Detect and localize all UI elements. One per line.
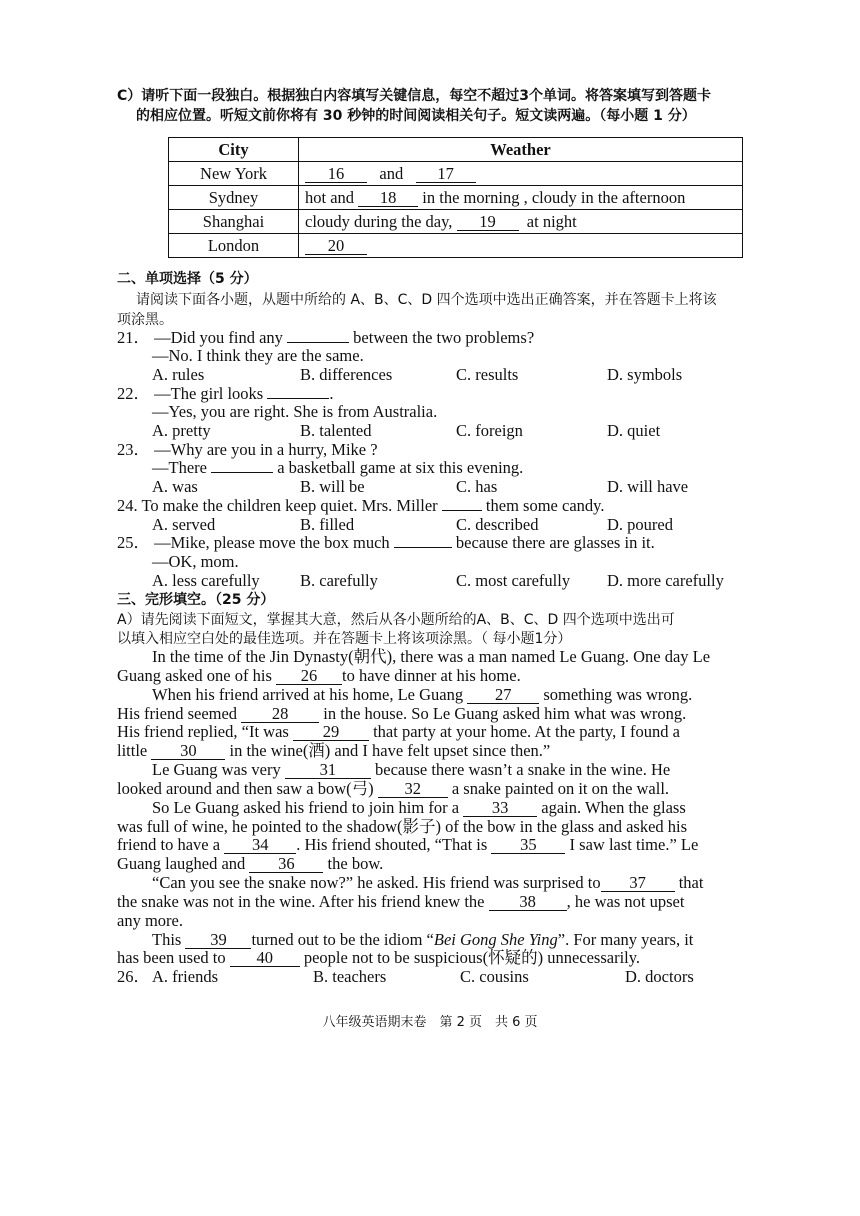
passage-text: the bow.: [327, 854, 384, 873]
weather-text: cloudy during the day,: [305, 211, 453, 231]
option-b[interactable]: B. filled: [300, 515, 355, 534]
cloze-blank-34[interactable]: 34: [224, 836, 296, 854]
table-row: [169, 162, 743, 186]
passage-text: little: [117, 741, 148, 760]
cloze-blank-26[interactable]: 26: [276, 667, 342, 685]
cloze-blank-33[interactable]: 33: [463, 799, 537, 817]
answer-blank[interactable]: [394, 547, 452, 548]
passage-line: [152, 798, 686, 818]
question-text: because there are glasses in it.: [455, 533, 655, 552]
passage-text: friend to have a: [117, 835, 221, 854]
option-d[interactable]: D. poured: [607, 515, 673, 534]
question-26-number: 26．: [117, 967, 150, 986]
passage-line: [117, 854, 383, 874]
cloze-blank-31[interactable]: 31: [285, 761, 371, 779]
passage-text: a snake painted on it on the wall.: [451, 779, 670, 798]
answer-blank-20[interactable]: 20: [305, 237, 367, 255]
option-a[interactable]: A. less carefully: [152, 571, 260, 590]
weather-text: and: [379, 163, 404, 183]
answer-blank[interactable]: [287, 342, 349, 343]
option-b[interactable]: B. talented: [300, 421, 372, 440]
question-text: them some candy.: [485, 496, 605, 515]
city-cell: New York: [169, 162, 299, 186]
option-a[interactable]: A. served: [152, 515, 216, 534]
city-cell: Shanghai: [169, 210, 299, 234]
table-row: [169, 234, 743, 258]
question-number: 21．: [117, 328, 150, 347]
option-c[interactable]: C. cousins: [460, 967, 529, 986]
question-text: —Mike, please move the box much: [154, 533, 390, 552]
answer-blank-18[interactable]: 18: [358, 189, 418, 207]
question-text: between the two problems?: [353, 328, 535, 347]
part3-instructions: A）请先阅读下面短文，掌握其大意，然后从各小题所给的A、B、C、D 四个选项中选出可: [117, 612, 675, 628]
passage-text: because there wasn’t a snake in the wine. He: [375, 760, 671, 779]
weather-cell: [299, 234, 743, 258]
passage-text: His friend replied, “It was: [117, 722, 289, 741]
option-c[interactable]: C. foreign: [456, 421, 523, 440]
passage-line: [152, 873, 703, 893]
passage-text: “Can you see the snake now?” he asked. His friend was surprised to: [152, 873, 601, 892]
question-text: To make the children keep quiet. Mrs. Miller: [141, 496, 438, 515]
option-a[interactable]: A. pretty: [152, 421, 211, 440]
answer-blank[interactable]: [211, 472, 273, 473]
part2-title: 二、单项选择（5 分）: [117, 271, 258, 287]
question-22: [117, 384, 333, 404]
passage-text: His friend seemed: [117, 704, 238, 723]
option-b[interactable]: B. differences: [300, 365, 393, 384]
passage-line: [117, 779, 669, 799]
table-row: [169, 186, 743, 210]
question-number: 22．: [117, 384, 150, 403]
option-a[interactable]: A. friends: [152, 967, 218, 986]
passage-text: Guang laughed and: [117, 854, 246, 873]
passage-text: that: [678, 873, 704, 892]
part2-instructions: 请阅读下面各小题，从题中所给的 A、B、C、D 四个选项中选出正确答案，并在答题卡上将该: [136, 292, 717, 308]
option-d[interactable]: D. symbols: [607, 365, 683, 384]
question-text: —Did you find any: [154, 328, 283, 347]
option-a[interactable]: A. rules: [152, 365, 205, 384]
option-d[interactable]: D. more carefully: [607, 571, 724, 590]
weather-text: at night: [526, 211, 577, 231]
cloze-blank-30[interactable]: 30: [151, 742, 225, 760]
weather-text: hot and: [305, 187, 355, 207]
passage-text: in the house. So Le Guang asked him what was wrong.: [323, 704, 687, 723]
weather-text: in the morning , cloudy in the afternoon: [422, 187, 686, 207]
passage-text: again. When the glass: [541, 798, 686, 817]
passage-text: Le Guang was very: [152, 760, 281, 779]
cloze-blank-29[interactable]: 29: [293, 723, 369, 741]
answer-blank-17[interactable]: 17: [416, 165, 476, 183]
option-d[interactable]: D. quiet: [607, 421, 661, 440]
option-c[interactable]: C. results: [456, 365, 519, 384]
answer-blank-19[interactable]: 19: [457, 213, 519, 231]
passage-line: any more.: [117, 911, 183, 930]
cloze-blank-35[interactable]: 35: [491, 836, 565, 854]
passage-line: [117, 666, 521, 686]
passage-text: that party at your home. At the party, I found a: [373, 722, 680, 741]
passage-text: has been used to: [117, 948, 226, 967]
answer-blank[interactable]: [267, 398, 329, 399]
question-25: [117, 533, 655, 553]
passage-text: This: [152, 930, 182, 949]
part2-instructions-cont: 项涂黑。: [117, 312, 173, 328]
weather-header: Weather: [299, 138, 743, 162]
idiom-text: Bei Gong She Ying: [433, 930, 558, 949]
cloze-blank-39[interactable]: 39: [185, 931, 251, 949]
question-24: [117, 496, 604, 516]
passage-line: [117, 892, 684, 912]
weather-cell: [299, 186, 743, 210]
question-number: 25．: [117, 533, 150, 552]
passage-line: [117, 741, 550, 761]
passage-line: [117, 948, 640, 968]
cloze-blank-37[interactable]: 37: [601, 874, 675, 892]
option-a[interactable]: A. was: [152, 477, 198, 496]
weather-cell: [299, 162, 743, 186]
passage-line: [152, 685, 692, 705]
passage-text: to have dinner at his home.: [342, 666, 521, 685]
cloze-blank-28[interactable]: 28: [241, 705, 319, 723]
passage-line: [152, 760, 670, 780]
option-c[interactable]: C. described: [456, 515, 539, 534]
city-cell: London: [169, 234, 299, 258]
table-header-row: [169, 138, 743, 162]
weather-table: [168, 137, 743, 258]
question-text: —Why are you in a hurry, Mike ?: [154, 440, 378, 459]
section-c-heading: C）请听下面一段独白。根据独白内容填写关键信息，每空不超过3个单词。将答案填写到答题卡: [117, 88, 712, 104]
passage-line: [117, 704, 686, 724]
passage-text: So Le Guang asked his friend to join him for a: [152, 798, 460, 817]
cloze-blank-32[interactable]: 32: [378, 780, 448, 798]
answer-blank[interactable]: [442, 510, 482, 511]
question-23-reply: [152, 458, 523, 478]
passage-text: Guang asked one of his: [117, 666, 272, 685]
passage-line: [117, 722, 680, 742]
option-d[interactable]: D. will have: [607, 477, 689, 496]
cloze-blank-38[interactable]: 38: [489, 893, 567, 911]
passage-text: turned out to be the idiom “: [251, 930, 434, 949]
section-c-instructions: 的相应位置。听短文前你将有 30 秒钟的时间阅读相关句子。短文读两遍。（每小题 1 分）: [136, 108, 696, 124]
passage-line: [117, 835, 698, 855]
question-number: 23．: [117, 440, 150, 459]
question-text: —There: [152, 458, 207, 477]
passage-text: the snake was not in the wine. After his friend knew the: [117, 892, 485, 911]
option-b[interactable]: B. carefully: [300, 571, 378, 590]
page-footer: 八年级英语期末卷 第 2 页 共 6 页: [322, 1015, 538, 1030]
question-25-reply: —OK, mom.: [152, 552, 239, 571]
passage-text: ”. For many years, it: [557, 930, 694, 949]
option-b[interactable]: B. teachers: [313, 967, 387, 986]
passage-text: . His friend shouted, “That is: [296, 835, 488, 854]
passage-text: When his friend arrived at his home, Le Guang: [152, 685, 464, 704]
question-22-reply: —Yes, you are right. She is from Australia.: [152, 402, 438, 421]
passage-text: , he was not upset: [566, 892, 685, 911]
table-row: [169, 210, 743, 234]
passage-line: In the time of the Jin Dynasty(朝代), there was a man named Le Guang. One day Le: [152, 647, 711, 666]
passage-line: [152, 930, 693, 950]
option-d[interactable]: D. doctors: [625, 967, 694, 986]
passage-text: I saw last time.” Le: [569, 835, 699, 854]
city-header: City: [169, 138, 299, 162]
passage-text: looked around and then saw a bow(弓): [117, 779, 374, 798]
part3-title: 三、完形填空。（25 分）: [117, 592, 275, 608]
cloze-blank-27[interactable]: 27: [467, 686, 539, 704]
passage-line: was full of wine, he pointed to the shadow(影子) of the bow in the glass and asked his: [117, 817, 688, 836]
cloze-blank-36[interactable]: 36: [249, 855, 323, 873]
option-c[interactable]: C. has: [456, 477, 498, 496]
option-b[interactable]: B. will be: [300, 477, 365, 496]
part3-instructions-cont: 以填入相应空白处的最佳选项。并在答题卡上将该项涂黑。（ 每小题1分）: [117, 631, 572, 647]
answer-blank-16[interactable]: 16: [305, 165, 367, 183]
cloze-blank-40[interactable]: 40: [230, 949, 300, 967]
passage-text: in the wine(酒) and I have felt upset since then.”: [229, 741, 551, 760]
question-text: .: [329, 384, 334, 403]
city-cell: Sydney: [169, 186, 299, 210]
question-text: a basketball game at six this evening.: [277, 458, 524, 477]
option-c[interactable]: C. most carefully: [456, 571, 571, 590]
passage-text: people not to be suspicious(怀疑的) unnecessarily.: [303, 948, 641, 967]
question-23: [117, 440, 378, 460]
weather-cell: [299, 210, 743, 234]
question-21-reply: —No. I think they are the same.: [152, 346, 364, 365]
passage-text: something was wrong.: [543, 685, 693, 704]
question-number: 24.: [117, 496, 138, 515]
question-21: [117, 328, 534, 348]
question-text: —The girl looks: [154, 384, 264, 403]
